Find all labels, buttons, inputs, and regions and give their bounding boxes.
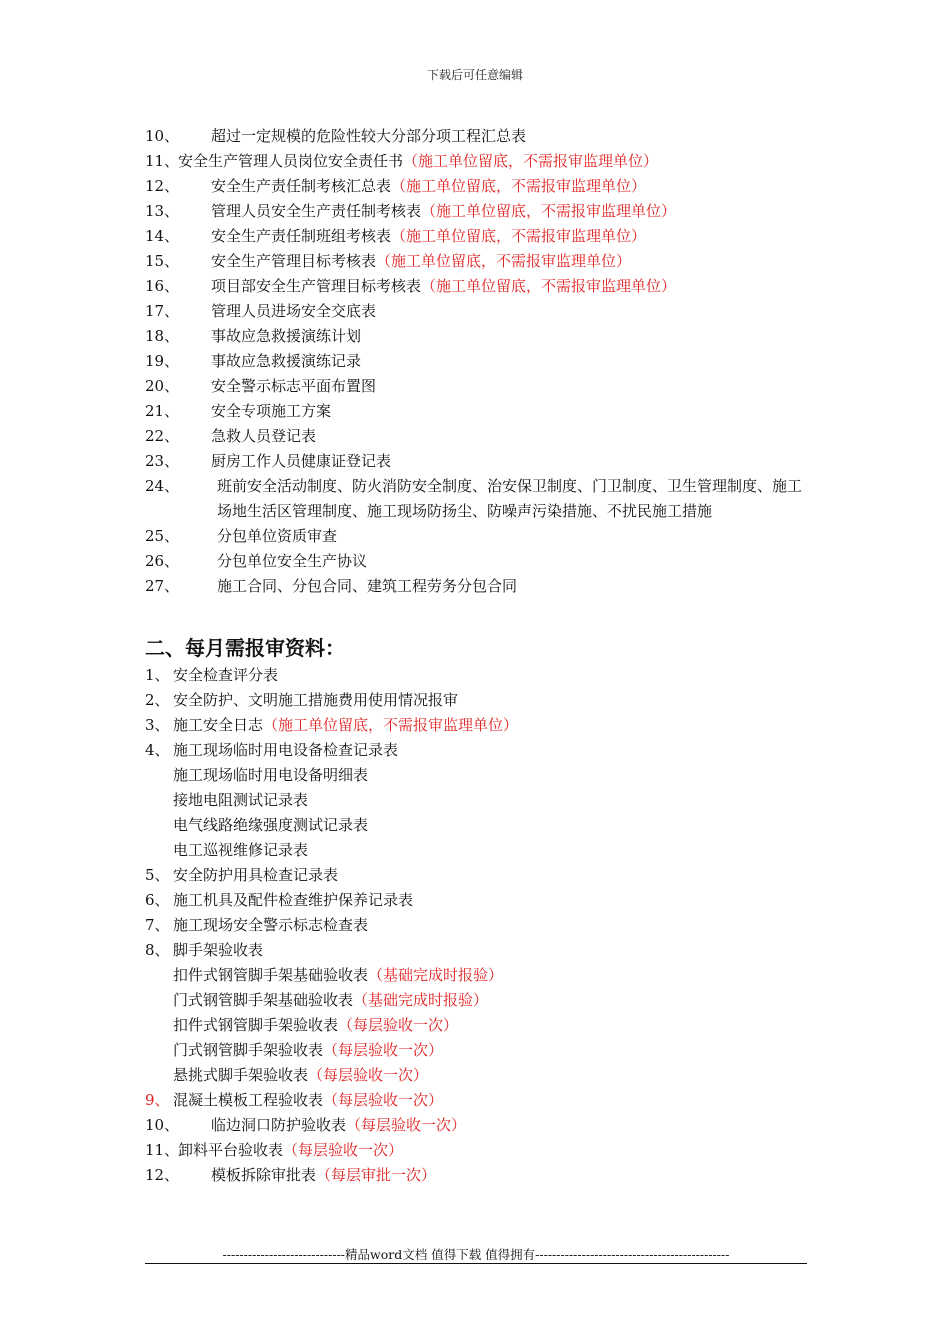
list-item xyxy=(145,1063,815,1088)
list-section-2 xyxy=(145,663,815,1188)
item-number: 10、 xyxy=(145,127,180,145)
item-number: 2、 xyxy=(145,691,170,709)
list-item xyxy=(145,1088,815,1113)
item-text: 安全检查评分表 xyxy=(173,666,279,684)
item-number: 3、 xyxy=(145,716,170,734)
list-item xyxy=(145,913,815,938)
item-text: 分包单位安全生产协议 xyxy=(217,552,368,570)
item-text: 安全生产责任制考核汇总表 xyxy=(211,177,392,195)
item-number: 21、 xyxy=(145,402,180,420)
item-text: 电工巡视维修记录表 xyxy=(173,841,309,859)
item-text: 施工现场临时用电设备检查记录表 xyxy=(173,741,399,759)
item-text: 急救人员登记表 xyxy=(211,427,317,445)
item-number: 19、 xyxy=(145,352,180,370)
item-text: 模板拆除审批表 xyxy=(211,1166,317,1184)
page-footer: -----------------------------精品word文档 值得下载 值得拥有---------------------------------------------- xyxy=(222,1247,730,1262)
item-text: 施工机具及配件检查维护保养记录表 xyxy=(173,891,414,909)
list-item xyxy=(145,663,815,688)
list-item xyxy=(145,938,815,963)
list-item xyxy=(145,449,815,474)
item-number: 11、 xyxy=(145,1141,180,1159)
page-header: 下载后可任意编辑 xyxy=(426,68,523,82)
item-note: （施工单位留底，不需报审监理单位） xyxy=(391,177,647,195)
footer-rule xyxy=(145,1263,807,1264)
item-note: （每层验收一次） xyxy=(323,1041,444,1059)
list-item xyxy=(145,1138,815,1163)
item-text: 门式钢管脚手架基础验收表 xyxy=(173,991,354,1009)
item-note: （每层验收一次） xyxy=(283,1141,404,1159)
item-text: 厨房工作人员健康证登记表 xyxy=(211,452,392,470)
item-text: 班前安全活动制度、防火消防安全制度、治安保卫制度、门卫制度、卫生管理制度、施工场地生活区管理制度、施工现场防扬尘、防噪声污染措施、不扰民施工措施 xyxy=(217,477,803,520)
item-text: 接地电阻测试记录表 xyxy=(173,791,309,809)
item-number: 18、 xyxy=(145,327,180,345)
item-note: （施工单位留底，不需报审监理单位） xyxy=(391,227,647,245)
item-text: 临边洞口防护验收表 xyxy=(211,1116,347,1134)
item-number: 26、 xyxy=(145,552,180,570)
section-title: 二、每月需报审资料： xyxy=(145,636,345,660)
list-item xyxy=(145,399,815,424)
list-item xyxy=(145,174,815,199)
list-item xyxy=(145,963,815,988)
list-item xyxy=(145,199,815,224)
list-item xyxy=(145,349,815,374)
item-note: （施工单位留底，不需报审监理单位） xyxy=(376,252,632,270)
item-text: 施工现场安全警示标志检查表 xyxy=(173,916,369,934)
item-text: 管理人员安全生产责任制考核表 xyxy=(211,202,422,220)
list-item xyxy=(145,424,815,449)
list-item xyxy=(145,1038,815,1063)
list-item xyxy=(145,838,815,863)
item-number: 12、 xyxy=(145,177,180,195)
list-item xyxy=(145,549,815,574)
item-text: 卸料平台验收表 xyxy=(178,1141,284,1159)
list-item xyxy=(145,713,815,738)
item-number: 17、 xyxy=(145,302,180,320)
item-number: 11、 xyxy=(145,152,180,170)
item-text: 施工合同、分包合同、建筑工程劳务分包合同 xyxy=(217,577,518,595)
item-text: 管理人员进场安全交底表 xyxy=(211,302,377,320)
item-text: 事故应急救援演练计划 xyxy=(211,327,362,345)
item-note: （每层验收一次） xyxy=(323,1091,444,1109)
list-item xyxy=(145,574,815,599)
document-body xyxy=(145,124,815,1188)
list-item xyxy=(145,738,815,763)
item-text: 安全专项施工方案 xyxy=(211,402,332,420)
list-item xyxy=(145,224,815,249)
list-item xyxy=(145,1113,815,1138)
item-text: 脚手架验收表 xyxy=(173,941,264,959)
list-item xyxy=(145,374,815,399)
list-a xyxy=(145,124,815,474)
item-note: （施工单位留底，不需报审监理单位） xyxy=(421,202,677,220)
list-item-24 xyxy=(145,474,815,524)
item-number: 10、 xyxy=(145,1116,180,1134)
item-number: 9、 xyxy=(145,1091,170,1109)
item-text: 扣件式钢管脚手架基础验收表 xyxy=(173,966,369,984)
item-number: 14、 xyxy=(145,227,180,245)
item-note: （每层验收一次） xyxy=(346,1116,467,1134)
item-number: 7、 xyxy=(145,916,170,934)
item-number: 1、 xyxy=(145,666,170,684)
item-note: （基础完成时报验） xyxy=(368,966,504,984)
list-item xyxy=(145,1163,815,1188)
list-item xyxy=(145,688,815,713)
list-item xyxy=(145,1013,815,1038)
item-number: 24、 xyxy=(145,477,180,495)
item-number: 27、 xyxy=(145,577,180,595)
item-number: 6、 xyxy=(145,891,170,909)
list-item xyxy=(145,813,815,838)
item-number: 25、 xyxy=(145,527,180,545)
item-text: 超过一定规模的危险性较大分部分项工程汇总表 xyxy=(211,127,527,145)
item-note: （施工单位留底，不需报审监理单位） xyxy=(421,277,677,295)
item-number: 13、 xyxy=(145,202,180,220)
list-item xyxy=(145,524,815,549)
list-item xyxy=(145,249,815,274)
item-note: （每层验收一次） xyxy=(338,1016,459,1034)
item-text: 安全防护、文明施工措施费用使用情况报审 xyxy=(173,691,459,709)
item-number: 16、 xyxy=(145,277,180,295)
item-number: 12、 xyxy=(145,1166,180,1184)
list-item xyxy=(145,788,815,813)
item-number: 5、 xyxy=(145,866,170,884)
item-number: 15、 xyxy=(145,252,180,270)
item-text: 电气线路绝缘强度测试记录表 xyxy=(173,816,369,834)
item-text: 施工安全日志 xyxy=(173,716,264,734)
list-item xyxy=(145,324,815,349)
item-number: 8、 xyxy=(145,941,170,959)
item-text: 扣件式钢管脚手架验收表 xyxy=(173,1016,339,1034)
item-text: 悬挑式脚手架验收表 xyxy=(173,1066,309,1084)
item-number: 4、 xyxy=(145,741,170,759)
item-text: 门式钢管脚手架验收表 xyxy=(173,1041,324,1059)
list-b xyxy=(145,524,815,599)
item-text: 项目部安全生产管理目标考核表 xyxy=(211,277,422,295)
list-item xyxy=(145,299,815,324)
item-note: （施工单位留底，不需报审监理单位） xyxy=(403,152,659,170)
item-text: 安全生产管理人员岗位安全责任书 xyxy=(178,152,404,170)
item-note: （施工单位留底，不需报审监理单位） xyxy=(263,716,519,734)
list-item xyxy=(145,988,815,1013)
item-note: （基础完成时报验） xyxy=(353,991,489,1009)
item-text: 分包单位资质审查 xyxy=(217,527,338,545)
item-number: 20、 xyxy=(145,377,180,395)
list-item xyxy=(145,763,815,788)
list-item xyxy=(145,149,815,174)
item-text: 混凝土模板工程验收表 xyxy=(173,1091,324,1109)
item-note: （每层验收一次） xyxy=(308,1066,429,1084)
item-text: 安全生产责任制班组考核表 xyxy=(211,227,392,245)
item-note: （每层审批一次） xyxy=(316,1166,437,1184)
list-item xyxy=(145,274,815,299)
item-text: 安全警示标志平面布置图 xyxy=(211,377,377,395)
list-item xyxy=(145,124,815,149)
list-item xyxy=(145,863,815,888)
list-item xyxy=(145,888,815,913)
item-text: 事故应急救援演练记录 xyxy=(211,352,362,370)
item-text: 安全防护用具检查记录表 xyxy=(173,866,339,884)
item-number: 23、 xyxy=(145,452,180,470)
item-text: 施工现场临时用电设备明细表 xyxy=(173,766,369,784)
item-text: 安全生产管理目标考核表 xyxy=(211,252,377,270)
item-number: 22、 xyxy=(145,427,180,445)
